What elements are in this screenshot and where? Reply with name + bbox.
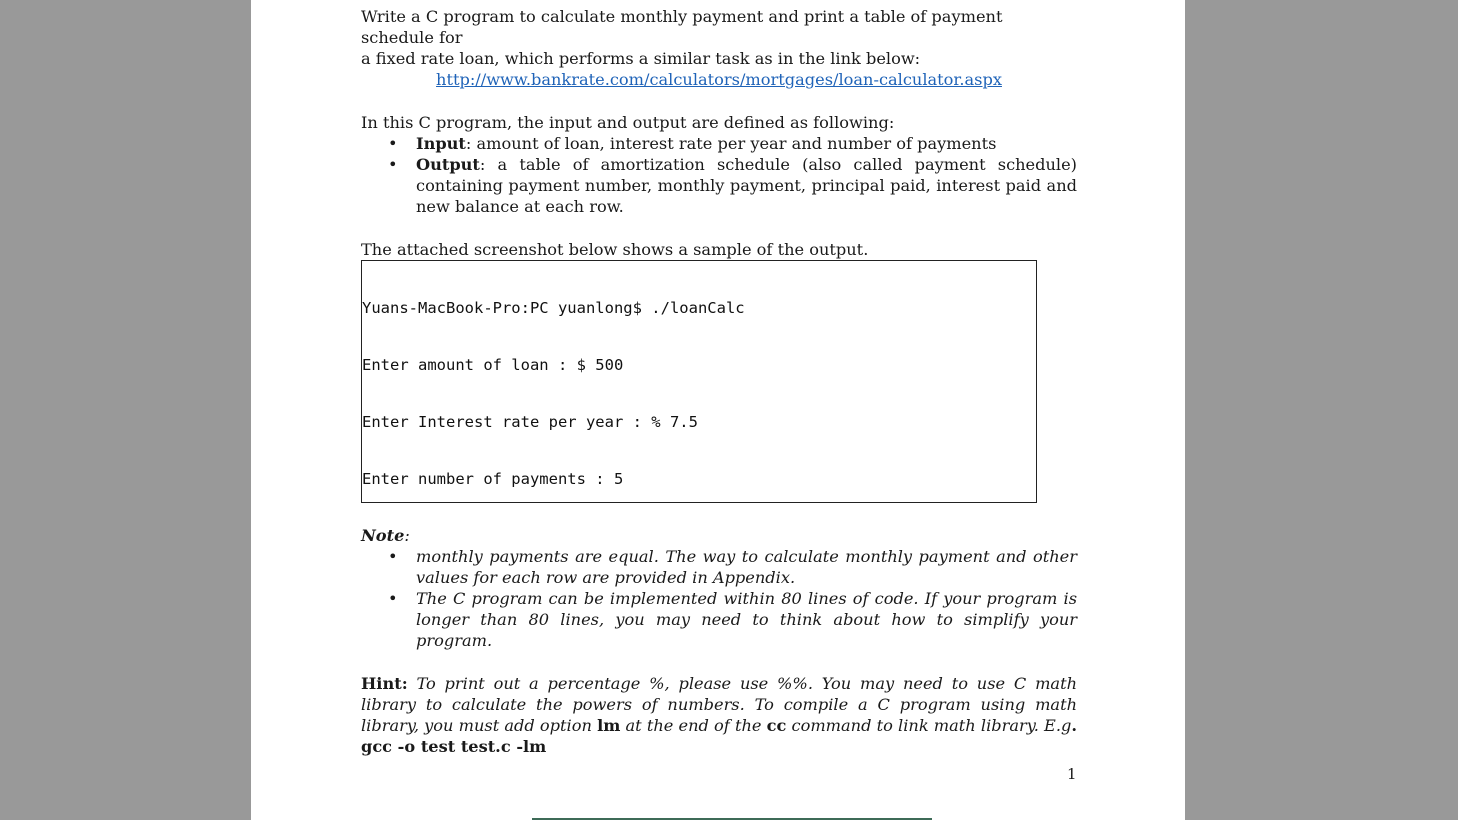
hint-text-3: command to link math library. E.g — [786, 716, 1072, 735]
spacer — [361, 217, 1077, 239]
note-colon: : — [404, 526, 410, 545]
note-item: • The C program can be implemented within 80 lines of code. If your program is longer than 80 lines, you may need to think about how to simplify your program. — [361, 588, 1077, 651]
terminal-screenshot — [361, 260, 1037, 503]
link-line — [361, 69, 1077, 90]
document-page — [251, 0, 1185, 820]
spacer — [361, 503, 1077, 525]
intro-line-2: a fixed rate loan, which performs a similar task as in the link below: — [361, 49, 921, 68]
output-label: Output — [416, 155, 480, 174]
input-item — [361, 133, 1077, 154]
io-lead: In this C program, the input and output are defined as following: — [361, 113, 895, 132]
output-item — [361, 154, 1077, 217]
page-number: 1 — [1067, 765, 1077, 783]
page-content — [361, 6, 1077, 757]
note-heading — [361, 525, 1077, 546]
hint-paragraph — [361, 673, 1077, 757]
intro-line-1: Write a C program to calculate monthly payment and print a table of payment schedule for — [361, 7, 1003, 47]
spacer — [361, 90, 1077, 112]
input-text: : amount of loan, interest rate per year and number of payments — [465, 134, 997, 153]
spacer — [361, 651, 1077, 673]
hint-text-2: at the end of the — [620, 716, 767, 735]
sample-lead: The attached screenshot below shows a sample of the output. — [361, 240, 869, 259]
note-label: Note — [361, 526, 405, 545]
hint-bold-lm: lm — [597, 716, 621, 735]
note-list — [361, 546, 1077, 651]
terminal-line: Yuans-MacBook-Pro:PC yuanlong$ ./loanCalc — [362, 299, 745, 317]
input-label: Input — [416, 134, 466, 153]
terminal-line: Enter Interest rate per year : % 7.5 — [362, 413, 698, 431]
hint-text-1: To print out a percentage %, please use %%. You may need to use C math library to calculate the powers of numbers. To compile a C program using math library, you must add option — [361, 674, 1077, 735]
hint-label: Hint: — [361, 674, 408, 693]
note-item: • monthly payments are equal. The way to calculate monthly payment and other values for each row are provided in Appendix. — [361, 546, 1077, 588]
hint-bold-cc: cc — [766, 716, 787, 735]
terminal-line: Enter amount of loan : $ 500 — [362, 356, 624, 374]
io-list — [361, 133, 1077, 217]
hint-bold-command: . gcc -o test test.c -lm — [361, 716, 1078, 756]
bankrate-link[interactable]: http://www.bankrate.com/calculators/mortgages/loan-calculator.aspx — [436, 70, 1002, 89]
output-text: : a table of amortization schedule (also called payment schedule) containing payment number, monthly payment, principal paid, interest paid and new balance at each row. — [416, 155, 1077, 216]
terminal-line: Enter number of payments : 5 — [362, 470, 624, 488]
